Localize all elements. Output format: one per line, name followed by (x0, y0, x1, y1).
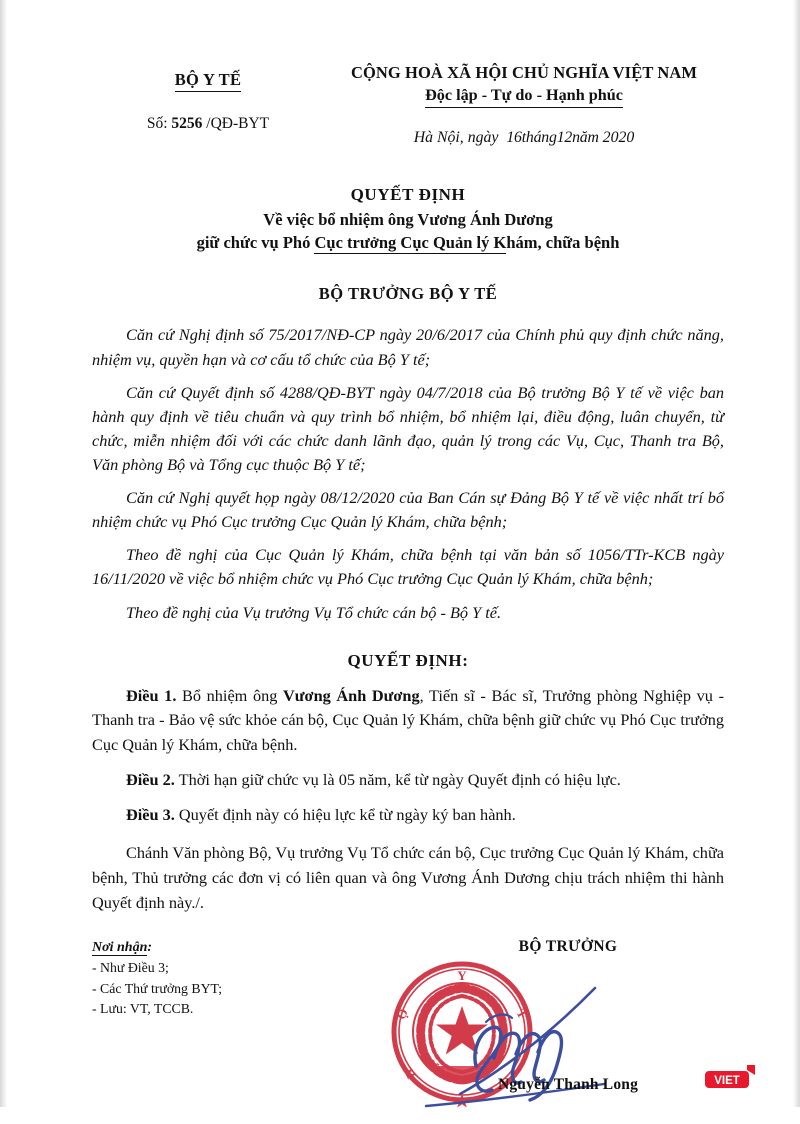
recipients-heading-colon: : (147, 939, 153, 955)
recipients-heading (92, 938, 412, 958)
country-name: CỘNG HOÀ XÃ HỘI CHỦ NGHĨA VIỆT NAM (350, 63, 698, 82)
svg-text:T: T (513, 1006, 531, 1022)
decides-heading: QUYẾT ĐỊNH: (347, 650, 469, 670)
signer-name: Nguyễn Thanh Long (497, 1075, 639, 1093)
closing-paragraph: Chánh Văn phòng Bộ, Vụ trưởng Vụ Tổ chức cán bộ, Cục trưởng Cục Quản lý Khám, chữa bệnh, Thủ trưởng các đơn vị có liên quan và ông Vương Ánh Dương chịu trách nhiệm thi hành Quyết định này./. (92, 843, 724, 912)
subtitle-prefix: giữ chức vụ Phó (196, 233, 315, 253)
svg-text:Y: Y (457, 967, 467, 983)
preamble-paragraph: Căn cứ Quyết định số 4288/QĐ-BYT ngày 04/7/2018 của Bộ trưởng Bộ Y tế về việc ban hành quy định về tiêu chuẩn và quy trình bổ nhiệm, bổ nhiệm lại, điều động, luân chuyển, từ chức, miễn nhiệm đối với các chức danh lãnh đạo, quản lý trong các Vụ, Cục, Thanh tra Bộ, Văn phòng Bộ và Tổng cục thuộc Bộ Y tế; (92, 382, 724, 474)
list-item: - Lưu: VT, TCCB. (92, 1001, 194, 1017)
document-number (92, 114, 324, 134)
list-item: - Các Thứ trưởng BYT; (92, 980, 223, 996)
svg-text:Ộ: Ộ (393, 1005, 412, 1022)
document-number-value: 5256 (171, 114, 203, 132)
article-1 (92, 684, 724, 758)
preamble-paragraph: Theo đề nghị của Vụ trưởng Vụ Tổ chức cán bộ - Bộ Y tế. (126, 602, 502, 622)
signer-position: BỘ TRƯỞNG (518, 937, 618, 955)
seal-and-signature-art (390, 954, 690, 1124)
article-1-text-before: Bổ nhiệm ông (176, 685, 284, 705)
place-label: Hà Nội, ngày (413, 129, 499, 147)
date-day: 16 (506, 129, 522, 147)
recipients-heading-label: Nơi nhận (92, 939, 148, 955)
title-block (92, 183, 724, 306)
svg-text:B: B (401, 1066, 419, 1082)
document-number-suffix: /QĐ-BYT (206, 114, 270, 132)
header-right-column (324, 62, 724, 149)
decision-subtitle-line2 (92, 231, 724, 255)
document-header (92, 0, 724, 149)
article-2-text: Thời hạn giữ chức vụ là 05 năm, kể từ ngày Quyết định có hiệu lực. (174, 769, 621, 789)
place-and-date (324, 128, 724, 149)
document-content (92, 0, 724, 1094)
date-month: 12 (556, 129, 573, 147)
recipients-list (92, 958, 412, 1019)
list-item: - Như Điều 3; (92, 960, 169, 976)
decision-subtitle-line1: Về việc bổ nhiệm ông Vương Ánh Dương (263, 209, 553, 229)
article-3-label: Điều 3. (126, 804, 175, 824)
article-1-text-after: , Tiến sĩ - Bác sĩ, Trưởng phòng Nghiệp vụ - Thanh tra - Bảo vệ sức khỏe cán bộ, Cục Quản lý Khám, chữa bệnh giữ chức vụ Phó Cục trưởng Cục Quản lý Khám, chữa bệnh. (92, 685, 724, 755)
viet-badge-label: VIET (714, 1075, 740, 1087)
article-2-label: Điều 2. (126, 769, 175, 789)
recipients-block (92, 938, 412, 1020)
subtitle-underlined-part: Cục trưởng Cục Quản lý K (314, 233, 507, 253)
article-3 (92, 803, 724, 828)
issuer-title: BỘ TRƯỞNG BỘ Y TẾ (318, 284, 498, 304)
decision-title: QUYẾT ĐỊNH (350, 184, 466, 204)
document-footer (92, 938, 724, 1094)
articles-section (92, 684, 724, 916)
article-1-label: Điều 1. (126, 685, 177, 705)
preamble-paragraph: Căn cứ Nghị quyết họp ngày 08/12/2020 của Ban Cán sự Đảng Bộ Y tế về việc nhất trí bổ nhiệm chức vụ Phó Cục trưởng Cục Quản lý Khám, chữa bệnh; (92, 488, 724, 532)
preamble-section (92, 323, 724, 624)
article-2 (92, 768, 724, 793)
preamble-paragraph: Căn cứ Nghị định số 75/2017/NĐ-CP ngày 20/6/2017 của Chính phủ quy định chức năng, nhiệm vụ, quyền hạn và cơ cấu tổ chức của Bộ Y tế; (92, 325, 724, 369)
document-number-prefix: Số: (146, 114, 168, 132)
header-left-column (92, 62, 324, 134)
date-year-word: năm (572, 129, 599, 147)
article-3-text: Quyết định này có hiệu lực kể từ ngày ký ban hành. (174, 804, 516, 824)
preamble-paragraph: Theo đề nghị của Cục Quản lý Khám, chữa bệnh tại văn bản số 1056/TTr-KCB ngày 16/11/2020 về việc bổ nhiệm chức vụ Phó Cục trưởng Cục Quản lý Khám, chữa bệnh; (92, 545, 724, 589)
issuing-organization: BỘ Y TẾ (175, 70, 242, 92)
date-month-word: tháng (521, 129, 557, 147)
appointee-name: Vương Ánh Dương (283, 685, 420, 705)
date-year: 2020 (602, 129, 635, 147)
subtitle-suffix: hám, chữa bệnh (506, 233, 620, 253)
national-motto: Độc lập - Tự do - Hạnh phúc (425, 85, 623, 108)
signature-block (393, 937, 724, 1094)
